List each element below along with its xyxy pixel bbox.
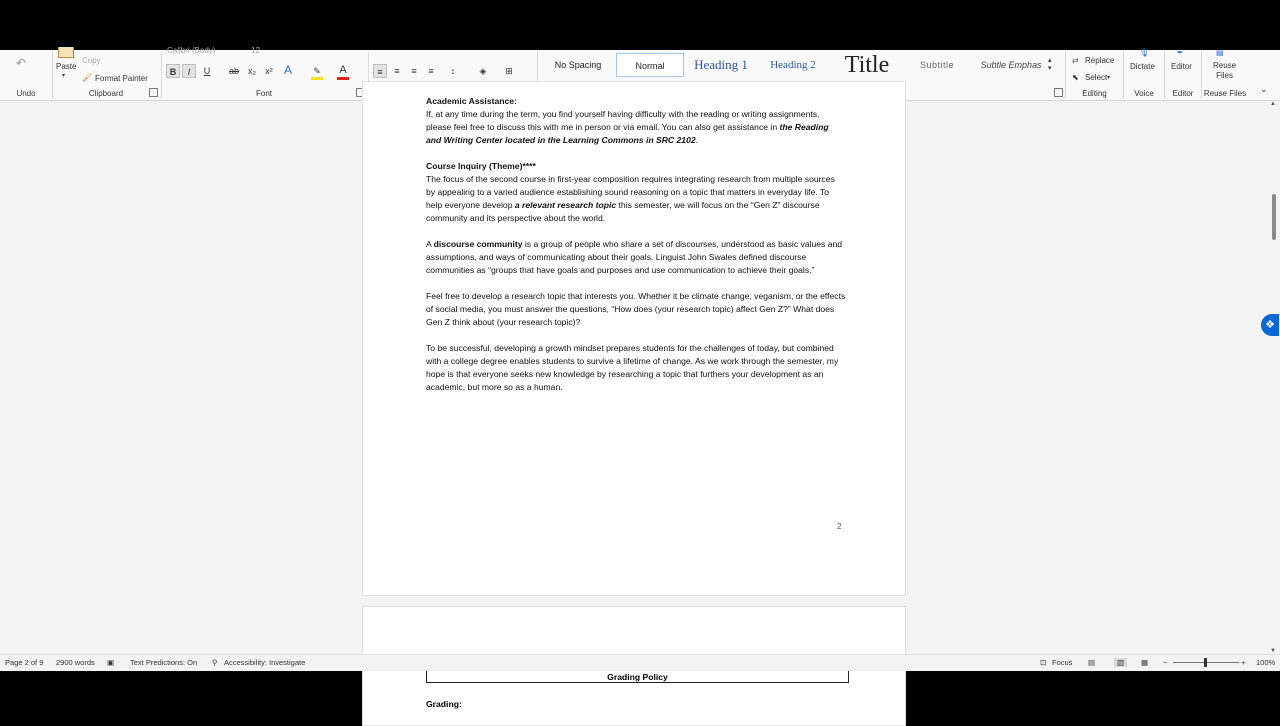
reuse-files-button[interactable] (1213, 61, 1236, 81)
font-name-select[interactable]: Calibri (Body) (167, 46, 216, 55)
editor-label: Editor (1172, 89, 1194, 98)
font-color-button[interactable]: A (339, 64, 347, 76)
page-count[interactable]: Page 2 of 9 (5, 658, 44, 667)
highlight-color-bar (311, 77, 323, 80)
select-button[interactable]: Select (1085, 73, 1108, 82)
reuse-files-icon[interactable]: ▤ (1216, 48, 1224, 57)
editor-group (1165, 50, 1201, 100)
zoom-in-icon[interactable]: + (1241, 658, 1246, 667)
voice-label: Voice (1134, 89, 1154, 98)
style-heading-1[interactable]: Heading 1 (694, 57, 748, 72)
reuse-files-line1: Reuse (1213, 61, 1237, 70)
vertical-scrollbar[interactable] (1268, 101, 1280, 654)
style-no-spacing[interactable]: No Spacing (554, 60, 602, 70)
collapse-ribbon-icon[interactable]: ⌄ (1260, 84, 1268, 94)
paste-dropdown-icon[interactable]: ▾ (62, 73, 66, 79)
editor-button[interactable]: Editor (1171, 62, 1192, 71)
zoom-slider-thumb[interactable] (1204, 658, 1207, 667)
underline-button[interactable]: U (203, 66, 211, 76)
select-dropdown-icon[interactable]: ▾ (1107, 75, 1111, 81)
paragraph-research-topic: Feel free to develop a research topic that interests you. Whether it be climate change, veganism, or the effects of social media, you must answer the questions, “How does (your research topic) affect Gen Z?” What does Gen Z think about (your research topic)? (426, 291, 846, 327)
style-subtle-emphasis[interactable]: Subtle Emphas (980, 60, 1042, 70)
copy-button[interactable]: Copy (82, 56, 101, 65)
proofing-icon[interactable]: ▣ (107, 658, 115, 667)
zoom-out-icon[interactable]: − (1163, 658, 1168, 667)
reuse-files-label: Reuse Files (1203, 89, 1247, 98)
reuse-files-group (1202, 50, 1248, 100)
text-effects-button[interactable]: A (283, 63, 292, 77)
focus-button[interactable]: Focus (1052, 658, 1073, 667)
page-2 (362, 81, 906, 596)
font-group (161, 46, 367, 100)
style-title[interactable]: Title (844, 52, 890, 78)
replace-icon[interactable]: ⇄ (1072, 56, 1079, 65)
voice-group (1124, 50, 1164, 100)
word-window (0, 46, 1280, 709)
styles-scroll-icon[interactable]: ▴ ▾ (1048, 57, 1052, 72)
p1-end-text: . (695, 135, 699, 145)
text-predictions[interactable]: Text Predictions: On (130, 658, 198, 667)
select-icon[interactable]: ⬉ (1072, 73, 1079, 82)
microphone-icon[interactable]: 🎙 (1139, 48, 1150, 57)
p1-text: If, at any time during the term, you find yourself having difficulty with the reading or writing assignments, please feel free to discuss this with me in person or via email. You can also get assistance in (426, 109, 820, 132)
dropbox-icon[interactable]: ❖ (1261, 314, 1279, 336)
align-center-icon[interactable]: ≡ (394, 66, 400, 76)
subscript-button[interactable]: x₂ (248, 66, 256, 76)
font-size-select[interactable]: 12 (251, 46, 260, 55)
highlight-icon[interactable]: ✎ (313, 66, 321, 76)
shading-icon[interactable]: ◈ (479, 66, 487, 76)
align-left-icon[interactable]: ≡ (373, 64, 387, 78)
paragraph-growth-mindset: To be successful, developing a growth mindset prepares students for the challenges of today, but combined with a college degree enables students to survive a lifetime of change. As we work through the semester, my hope is that everyone seeks new knowledge by researching a topic that furthers your development as an academic, but more so as a human. (426, 343, 839, 392)
p1-bold-text: the Reading and Writing Center located in the Learning Commons in SRC 2102 (426, 122, 829, 145)
academic-assistance-heading: Academic Assistance: (426, 96, 517, 106)
font-label: Font (255, 89, 272, 98)
page-2-body[interactable] (426, 95, 846, 407)
superscript-button[interactable]: x² (265, 66, 273, 76)
align-right-icon[interactable]: ≡ (411, 66, 417, 76)
undo-icon[interactable]: ↶ (16, 56, 27, 70)
grading-heading[interactable]: Grading: (426, 699, 462, 709)
accessibility-status[interactable]: Accessibility: Investigate (224, 658, 306, 667)
styles-launcher-icon[interactable] (1054, 88, 1063, 97)
paste-button[interactable]: Paste (56, 62, 77, 71)
editor-icon[interactable]: ✒ (1177, 48, 1184, 57)
reuse-files-line2: Files (1216, 71, 1233, 80)
p3-bold-text: discourse community (433, 239, 523, 249)
p3a-text: A (426, 239, 434, 249)
style-subtitle[interactable]: Subtitle (919, 60, 955, 70)
p3b-text: is a group of people who share a set of discourses, understood as basic values and assumptions, and ways of communicating about their goals. Linguist John Swales defined discourse communities as “groups that have goals and purposes and use communication to achieve their goals.” (426, 239, 843, 275)
format-painter-icon[interactable]: 🖌 (82, 73, 93, 82)
editing-label: Editing (1082, 89, 1107, 98)
editing-group (1066, 50, 1123, 100)
scroll-down-icon[interactable]: ▼ (1270, 648, 1276, 654)
zoom-level[interactable]: 100% (1256, 658, 1276, 667)
undo-group (0, 50, 52, 100)
course-inquiry-heading: Course Inquiry (Theme)**** (426, 161, 536, 171)
word-count[interactable]: 2900 words (56, 658, 95, 667)
clipboard-group (52, 50, 160, 100)
dictate-button[interactable]: Dictate (1130, 62, 1155, 71)
scroll-up-icon[interactable]: ▲ (1270, 101, 1276, 107)
clipboard-label: Clipboard (88, 89, 124, 98)
paragraph-discourse-community (426, 238, 846, 277)
focus-icon: ⊡ (1040, 658, 1047, 667)
replace-button[interactable]: Replace (1085, 56, 1115, 65)
p2-bold-text: a relevant research topic (514, 200, 617, 210)
clipboard-launcher-icon[interactable] (149, 88, 158, 97)
scrollbar-thumb[interactable] (1272, 194, 1276, 240)
bold-button[interactable]: B (166, 64, 180, 78)
strikethrough-button[interactable]: ab (228, 66, 239, 76)
page-number: 2 (837, 522, 842, 531)
borders-icon[interactable]: ⊞ (505, 66, 513, 76)
italic-button[interactable]: I (182, 64, 196, 78)
style-heading-2[interactable]: Heading 2 (770, 59, 816, 71)
justify-icon[interactable]: ≡ (428, 66, 434, 76)
accessibility-icon: ⚲ (212, 658, 218, 667)
format-painter-button[interactable]: Format Painter (95, 74, 148, 83)
font-color-bar (337, 77, 349, 80)
undo-label: Undo (16, 89, 36, 98)
style-normal[interactable]: Normal (616, 53, 684, 77)
print-layout-icon[interactable]: ▥ (1114, 658, 1127, 667)
web-layout-icon[interactable]: ▦ (1141, 658, 1149, 667)
status-bar (0, 654, 1280, 671)
paragraph-academic-assistance (426, 108, 846, 147)
paragraph-course-focus (426, 173, 846, 225)
grading-policy-title[interactable]: Grading Policy (426, 670, 849, 683)
paste-icon[interactable] (58, 47, 74, 58)
p2a-text: The focus of the second course in first-year composition requires integrating research from multiple sources by appealing to a varied audience establishing sound reasoning on a topic that matters in everyday life. To help everyone develop (426, 174, 835, 210)
line-spacing-icon[interactable]: ↕ (450, 66, 456, 76)
read-mode-icon[interactable]: ▤ (1088, 658, 1096, 667)
p2b-text: this semester, we will focus on the “Gen Z” discourse community and its perspective about the world. (426, 200, 820, 223)
